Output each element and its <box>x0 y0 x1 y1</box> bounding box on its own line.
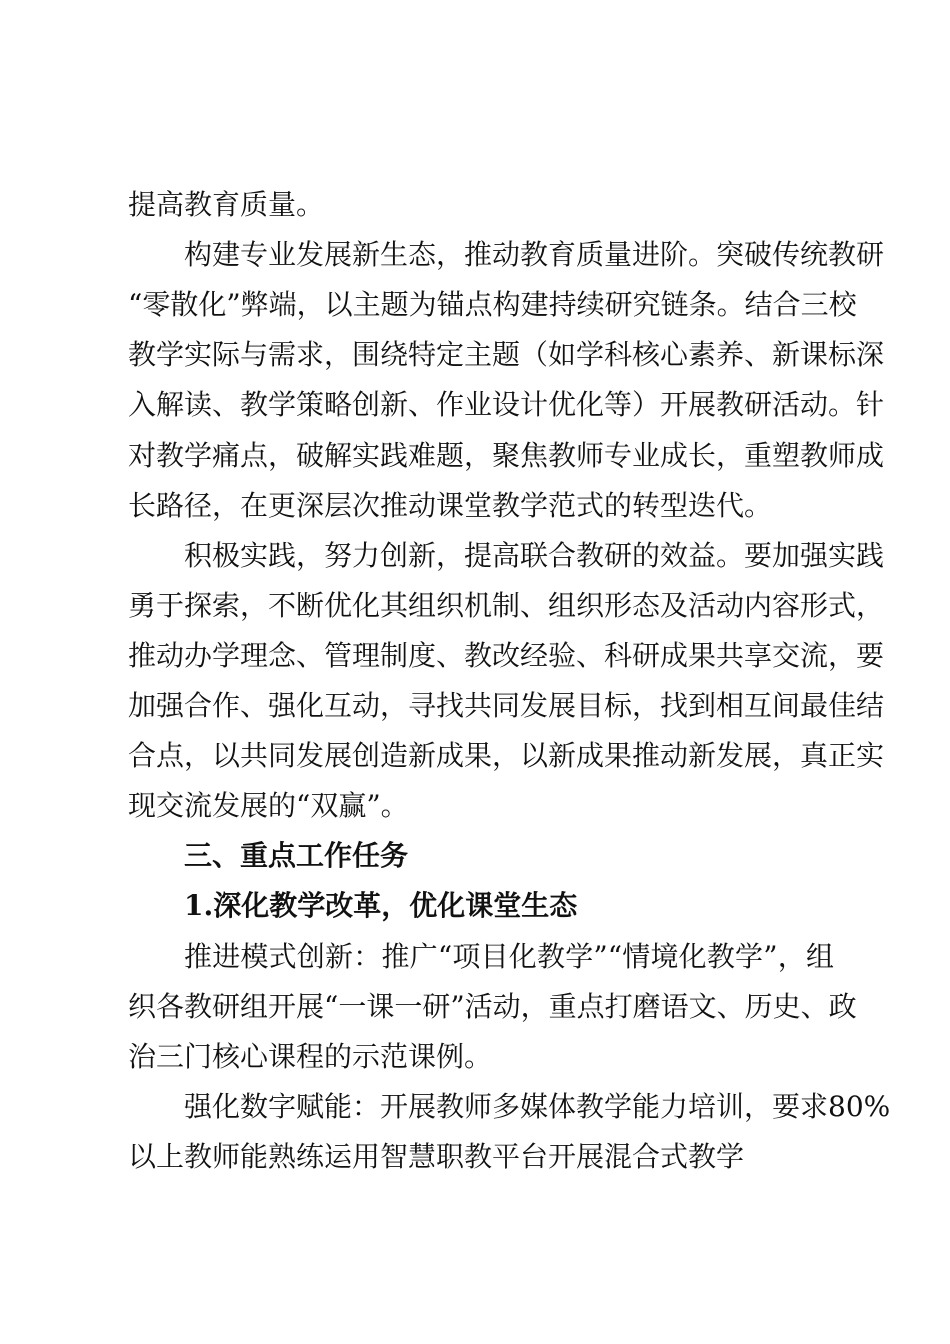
paragraph-line: 加强合作、强化互动，寻找共同发展目标，找到相互间最佳结 <box>128 689 885 722</box>
paragraph-line: 强化数字赋能：开展教师多媒体教学能力培训，要求80% <box>184 1089 891 1123</box>
paragraph-line: 治三门核心课程的示范课例。 <box>128 1039 493 1073</box>
subheading-text: 1.深化教学改革，优化课堂生态 <box>184 889 578 923</box>
heading-text: 三、重点工作任务 <box>184 839 409 873</box>
paragraph-line: 长路径，在更深层次推动课堂教学范式的转型迭代。 <box>128 488 773 522</box>
paragraph-line: 以上教师能熟练运用智慧职教平台开展混合式教学 <box>128 1139 745 1173</box>
paragraph-line: 提高教育质量。 <box>128 188 325 221</box>
paragraph-line: 入解读、教学策略创新、作业设计优化等）开展教研活动。针 <box>128 388 885 422</box>
paragraph-line: 构建专业发展新生态，推动教育质量进阶。突破传统教研 <box>184 238 885 272</box>
paragraph-line: 教学实际与需求，围绕特定主题（如学科核心素养、新课标深 <box>128 338 885 372</box>
paragraph-line: “零散化”弊端，以主题为锚点构建持续研究链条。结合三校 <box>128 288 857 322</box>
paragraph-line: 织各教研组开展“一课一研”活动，重点打磨语文、历史、政 <box>128 989 857 1023</box>
paragraph-line: 推进模式创新：推广“项目化教学”“情境化教学”，组 <box>184 939 834 973</box>
paragraph-line: 推动办学理念、管理制度、教改经验、科研成果共享交流，要 <box>128 638 885 672</box>
paragraph-line: 合点，以共同发展创造新成果，以新成果推动新发展，真正实 <box>128 739 885 773</box>
paragraph-line: 对教学痛点，破解实践难题，聚焦教师专业成长，重塑教师成 <box>128 438 885 472</box>
paragraph-line: 现交流发展的“双赢”。 <box>128 789 409 823</box>
paragraph-line: 勇于探索，不断优化其组织机制、组织形态及活动内容形式， <box>128 588 885 622</box>
paragraph-line: 积极实践，努力创新，提高联合教研的效益。要加强实践 <box>184 538 885 572</box>
